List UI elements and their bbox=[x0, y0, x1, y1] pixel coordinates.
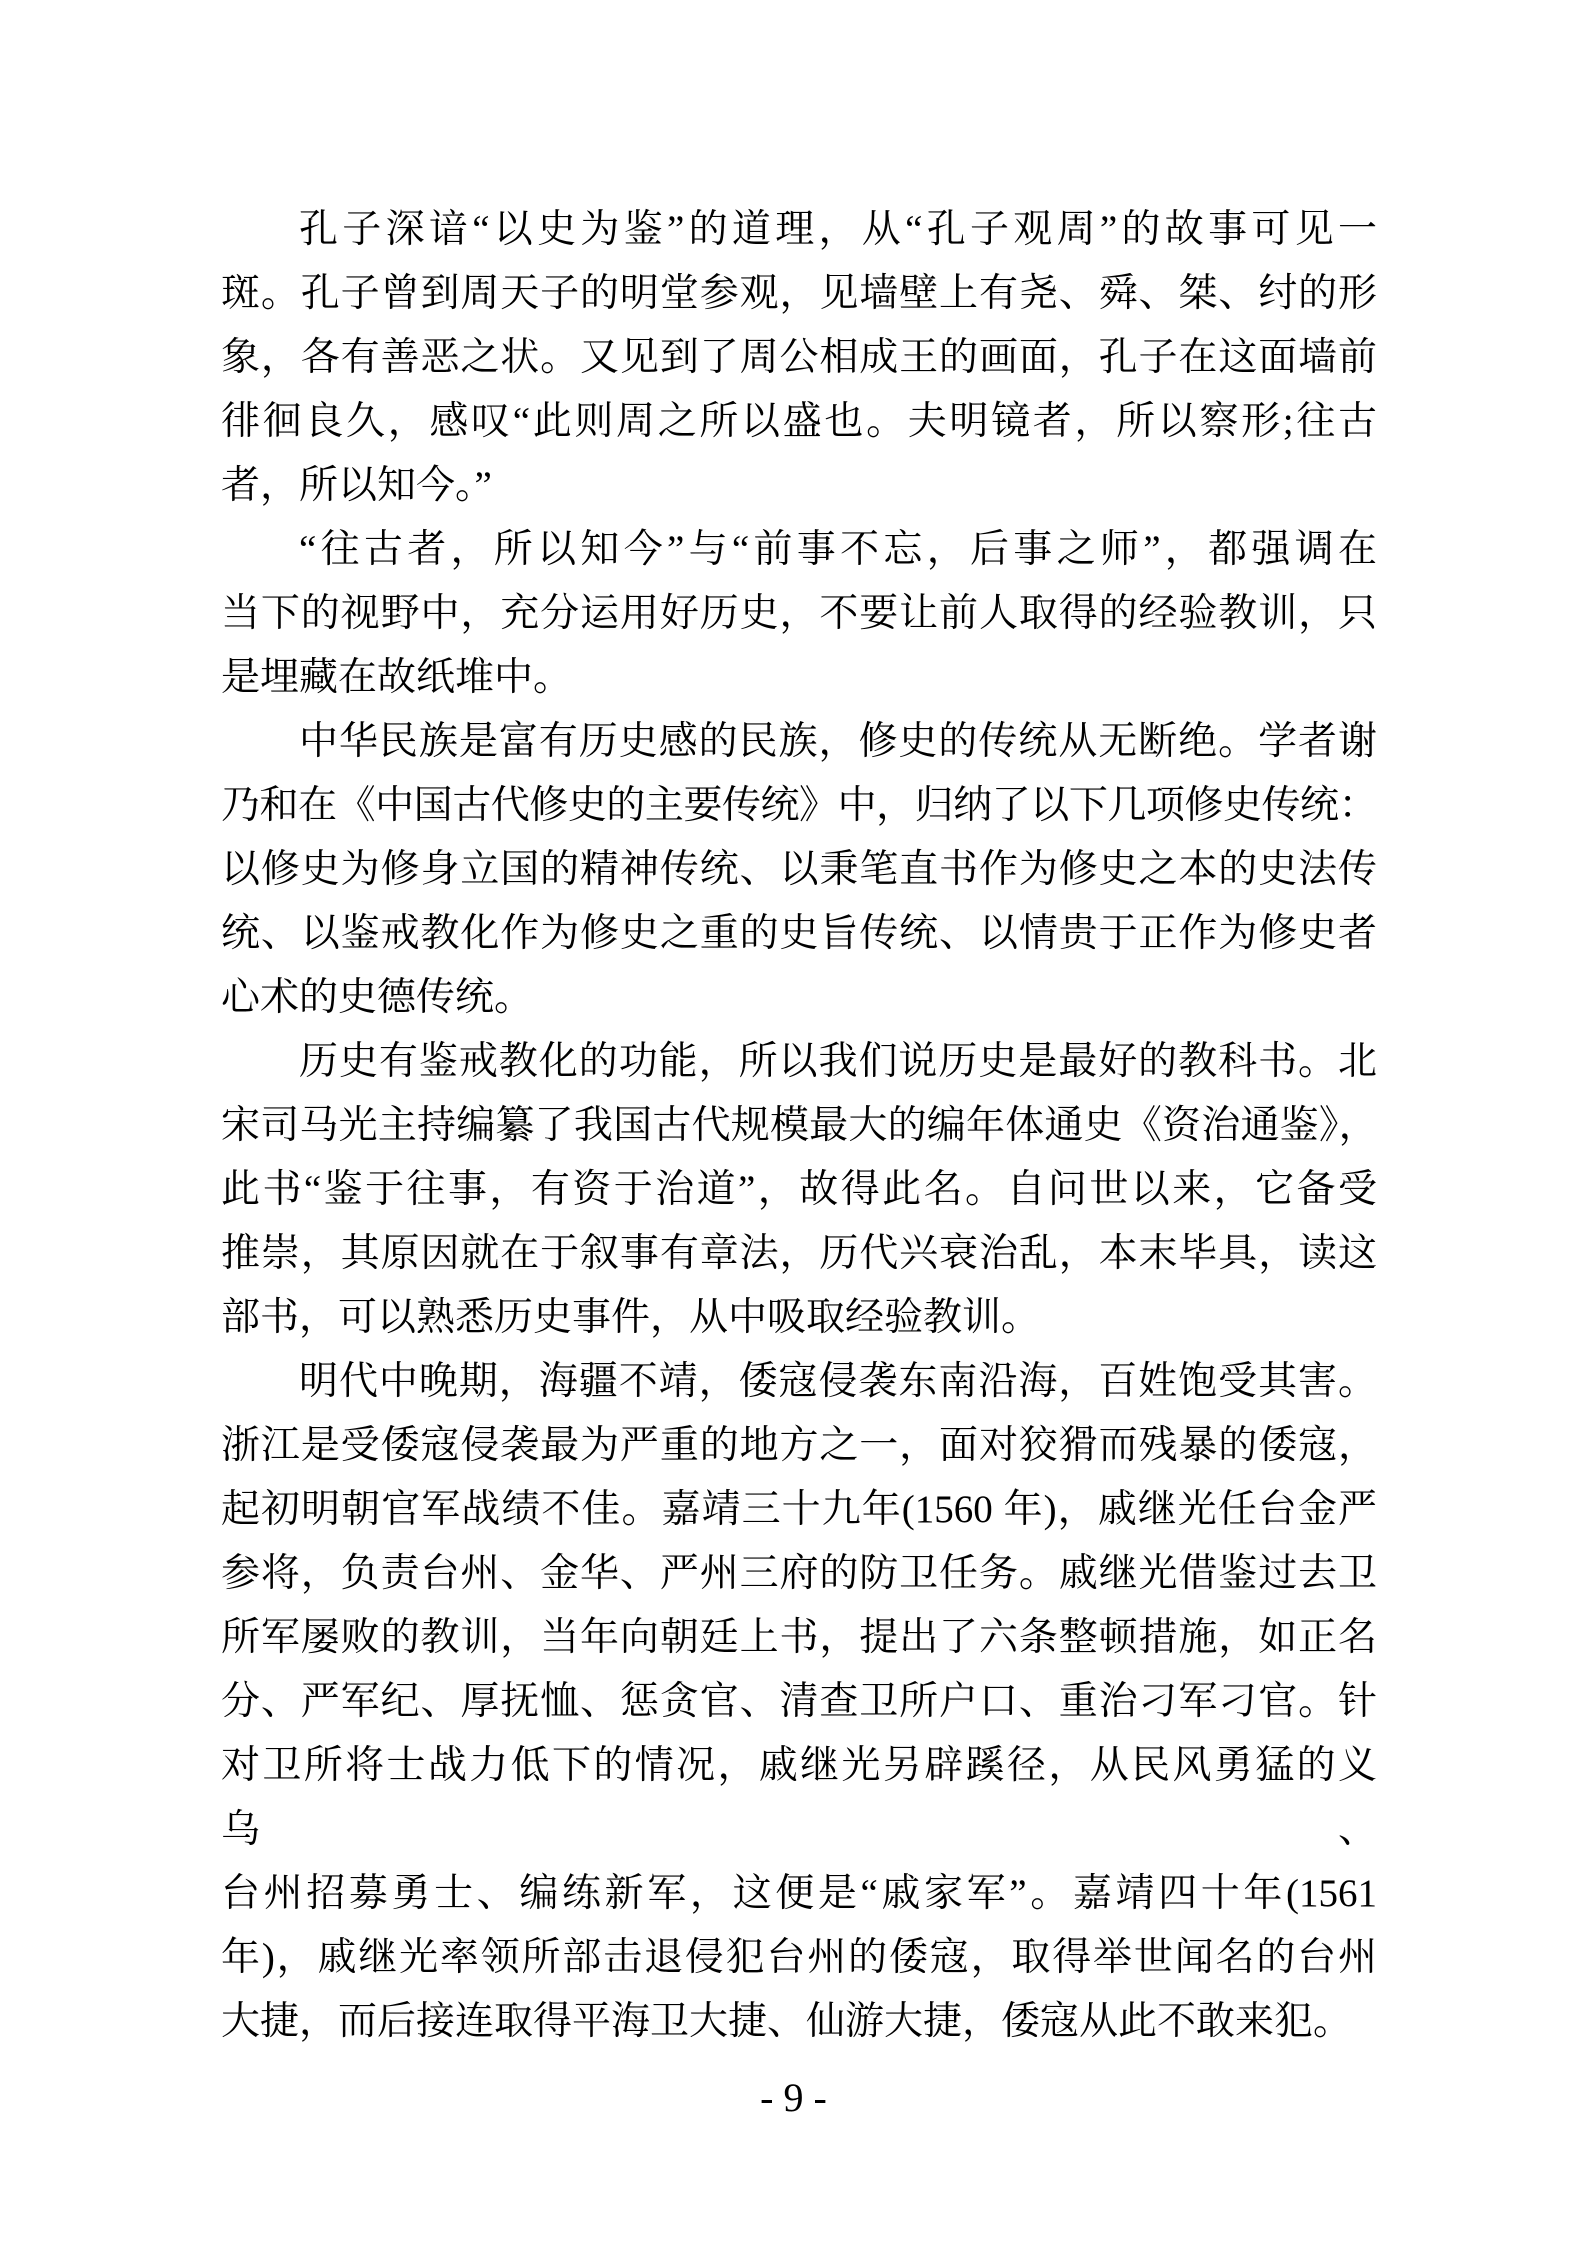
text-line: 起初明朝官军战绩不佳。嘉靖三十九年(1560 年)，戚继光任台金严 bbox=[221, 1488, 1377, 1531]
text-line: 心术的史德传统。 bbox=[221, 976, 534, 1019]
text-line: 台州招募勇士、编练新军，这便是“戚家军”。嘉靖四十年(1561 bbox=[221, 1872, 1377, 1915]
text-line: 对卫所将士战力低下的情况，戚继光另辟蹊径，从民风勇猛的义乌、 bbox=[221, 1744, 1377, 1851]
text-line: 明代中晚期，海疆不靖，倭寇侵袭东南沿海，百姓饱受其害。 bbox=[299, 1360, 1377, 1403]
text-line: 此书“鉴于往事，有资于治道”，故得此名。自问世以来，它备受 bbox=[221, 1168, 1377, 1211]
text-line: 历史有鉴戒教化的功能，所以我们说历史是最好的教科书。北 bbox=[299, 1040, 1377, 1083]
text-line: 象，各有善恶之状。又见到了周公相成王的画面，孔子在这面墙前 bbox=[221, 336, 1377, 379]
text-line: 乃和在《中国古代修史的主要传统》中，归纳了以下几项修史传统： bbox=[221, 784, 1377, 827]
text-line: 以修史为修身立国的精神传统、以秉笔直书作为修史之本的史法传 bbox=[221, 848, 1377, 891]
page-footer bbox=[0, 2075, 1587, 2120]
text-line: 当下的视野中，充分运用好历史，不要让前人取得的经验教训，只 bbox=[221, 592, 1377, 635]
text-line: 孔子深谙“以史为鉴”的道理，从“孔子观周”的故事可见一 bbox=[299, 208, 1377, 251]
text-line: 参将，负责台州、金华、严州三府的防卫任务。戚继光借鉴过去卫 bbox=[221, 1552, 1377, 1595]
text-line: 年)，戚继光率领所部击退侵犯台州的倭寇，取得举世闻名的台州 bbox=[221, 1936, 1377, 1979]
text-line: 分、严军纪、厚抚恤、惩贪官、清查卫所户口、重治刁军刁官。针 bbox=[221, 1680, 1377, 1723]
text-line: 斑。孔子曾到周天子的明堂参观，见墙壁上有尧、舜、桀、纣的形 bbox=[221, 272, 1377, 315]
text-line: 浙江是受倭寇侵袭最为严重的地方之一，面对狡猾而残暴的倭寇， bbox=[221, 1424, 1377, 1467]
page-number: - 9 - bbox=[760, 2075, 827, 2120]
text-line: 推崇，其原因就在于叙事有章法，历代兴衰治乱，本末毕具，读这 bbox=[221, 1232, 1377, 1275]
text-line: 是埋藏在故纸堆中。 bbox=[221, 656, 573, 699]
text-line: 中华民族是富有历史感的民族，修史的传统从无断绝。学者谢 bbox=[299, 720, 1377, 763]
text-line: 所军屡败的教训，当年向朝廷上书，提出了六条整顿措施，如正名 bbox=[221, 1616, 1377, 1659]
text-line: 者，所以知今。” bbox=[221, 464, 492, 507]
text-line: 大捷，而后接连取得平海卫大捷、仙游大捷，倭寇从此不敢来犯。 bbox=[221, 2000, 1353, 2043]
text-line: 部书，可以熟悉历史事件，从中吸取经验教训。 bbox=[221, 1296, 1041, 1339]
text-line: 统、以鉴戒教化作为修史之重的史旨传统、以情贵于正作为修史者 bbox=[221, 912, 1377, 955]
text-line: 徘徊良久，感叹“此则周之所以盛也。夫明镜者，所以察形;往古 bbox=[221, 400, 1377, 443]
text-line: 宋司马光主持编纂了我国古代规模最大的编年体通史《资治通鉴》， bbox=[221, 1104, 1377, 1147]
body-text bbox=[221, 198, 1377, 2054]
text-line: “往古者，所以知今”与“前事不忘，后事之师”，都强调在 bbox=[299, 528, 1377, 571]
